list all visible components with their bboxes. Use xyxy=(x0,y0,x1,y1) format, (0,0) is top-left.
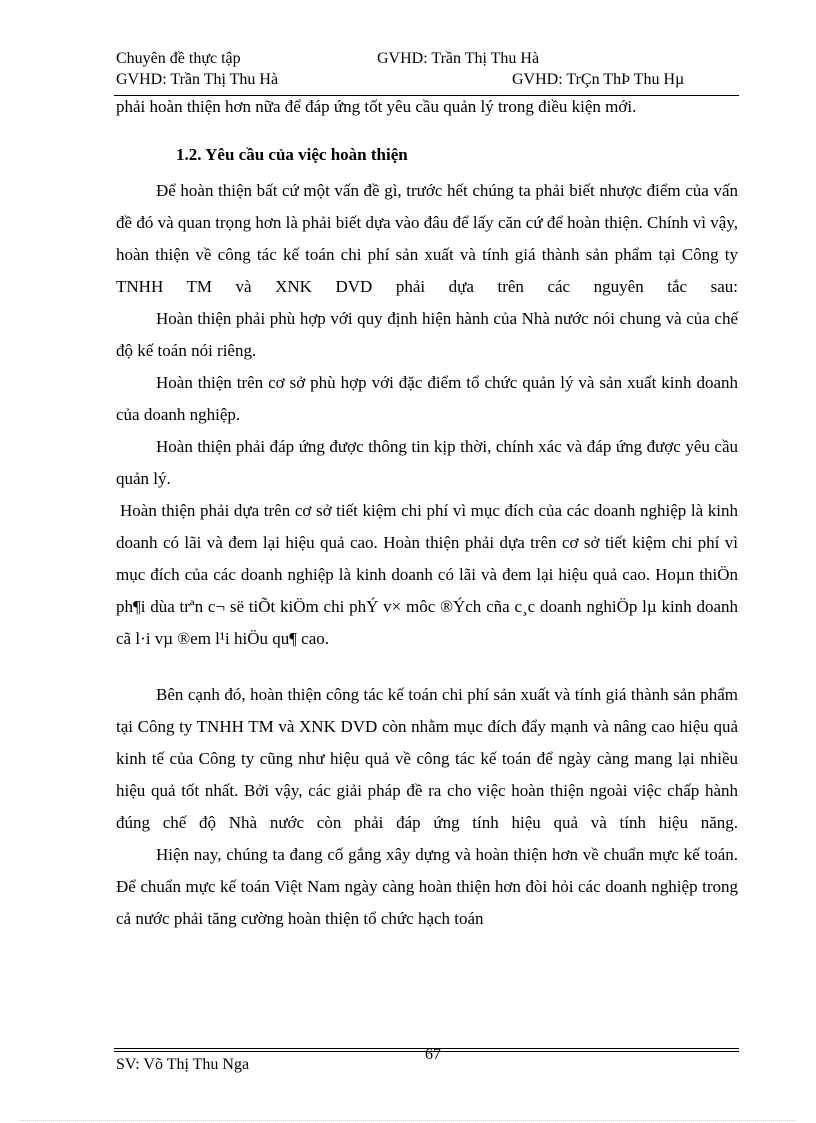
intro-line: phải hoàn thiện hơn nữa để đáp ứng tốt yêu cầu quản lý trong điều kiện mới. xyxy=(116,97,637,116)
page-edge-dotted-line xyxy=(20,1120,796,1121)
paragraph-1: Để hoàn thiện bất cứ một vấn đề gì, trước hết chúng ta phải biết nhược điểm của vấn đề đó và quan trọng hơn là phải biết dựa vào đâu để lấy căn cứ để hoàn thiện. Chính vì vậy, hoàn thiện về công tác kế toán chi phí sản xuất và tính giá thành sản phẩm tại Công ty TNHH TM và XNK DVD phải dựa trên các nguyên tắc sau: xyxy=(116,181,738,296)
header-right-2: GVHD: TrÇn ThÞ Thu Hµ xyxy=(512,71,685,88)
header-left-2: GVHD: Trần Thị Thu Hà xyxy=(116,71,279,88)
header-right-1: GVHD: Trần Thị Thu Hà xyxy=(377,50,540,67)
header-left-1: Chuyên đề thực tập xyxy=(116,50,241,67)
paragraph-6: Bên cạnh đó, hoàn thiện công tác kế toán chi phí sản xuất và tính giá thành sản phẩm tại Công ty TNHH TM và XNK DVD còn nhằm mục đích đẩy mạnh và nâng cao hiệu quả kinh tế của Công ty cũng như hiệu quả về công tác kế toán để ngày càng mang lại nhiều hiệu quả tốt nhất. Bởi vậy, các giải pháp đề ra cho việc hoàn thiện ngoài việc chấp hành đúng chế độ Nhà nước còn phải đáp ứng tính hiệu quả và tính hiệu năng. xyxy=(116,685,738,832)
paragraph-gap xyxy=(116,655,738,679)
paragraph-5: Hoàn thiện phải dựa trên cơ sở tiết kiệm chi phí vì mục đích của các doanh nghiệp là kinh doanh có lãi và đem lại hiệu quả cao. Hoàn thiện phải dựa trên cơ sở tiết kiệm chi phí vì mục đích của các doanh nghiệp là kinh doanh có lãi và đem lại hiệu quả cao. Hoµn thiÖn ph¶i dùa trªn c¬ së tiÕt kiÖm chi phÝ v× môc ®Ých cña c¸c doanh nghiÖp lµ kinh doanh cã l·i vµ ®em l¹i hiÖu qu¶ cao. xyxy=(116,501,738,648)
footer-student: SV: Võ Thị Thu Nga xyxy=(116,1056,250,1073)
paragraph-2: Hoàn thiện phải phù hợp với quy định hiện hành của Nhà nước nói chung và của chế độ kế toán nói riêng. xyxy=(116,309,738,360)
paragraph-7: Hiện nay, chúng ta đang cố gắng xây dựng và hoàn thiện hơn về chuẩn mực kế toán. Để chuẩn mực kế toán Việt Nam ngày càng hoàn thiện hơn đòi hỏi các doanh nghiệp trong cả nước phải tăng cường hoàn thiện tổ chức hạch toán xyxy=(116,845,738,928)
paragraph-3: Hoàn thiện trên cơ sở phù hợp với đặc điểm tổ chức quản lý và sản xuất kinh doanh của doanh nghiệp. xyxy=(116,373,738,424)
paragraph-4: Hoàn thiện phải đáp ứng được thông tin kịp thời, chính xác và đáp ứng được yêu cầu quản lý. xyxy=(116,437,738,488)
section-heading: 1.2. Yêu cầu của việc hoàn thiện xyxy=(176,145,408,164)
page-number: 67 xyxy=(425,1046,441,1063)
document-body xyxy=(116,91,738,935)
